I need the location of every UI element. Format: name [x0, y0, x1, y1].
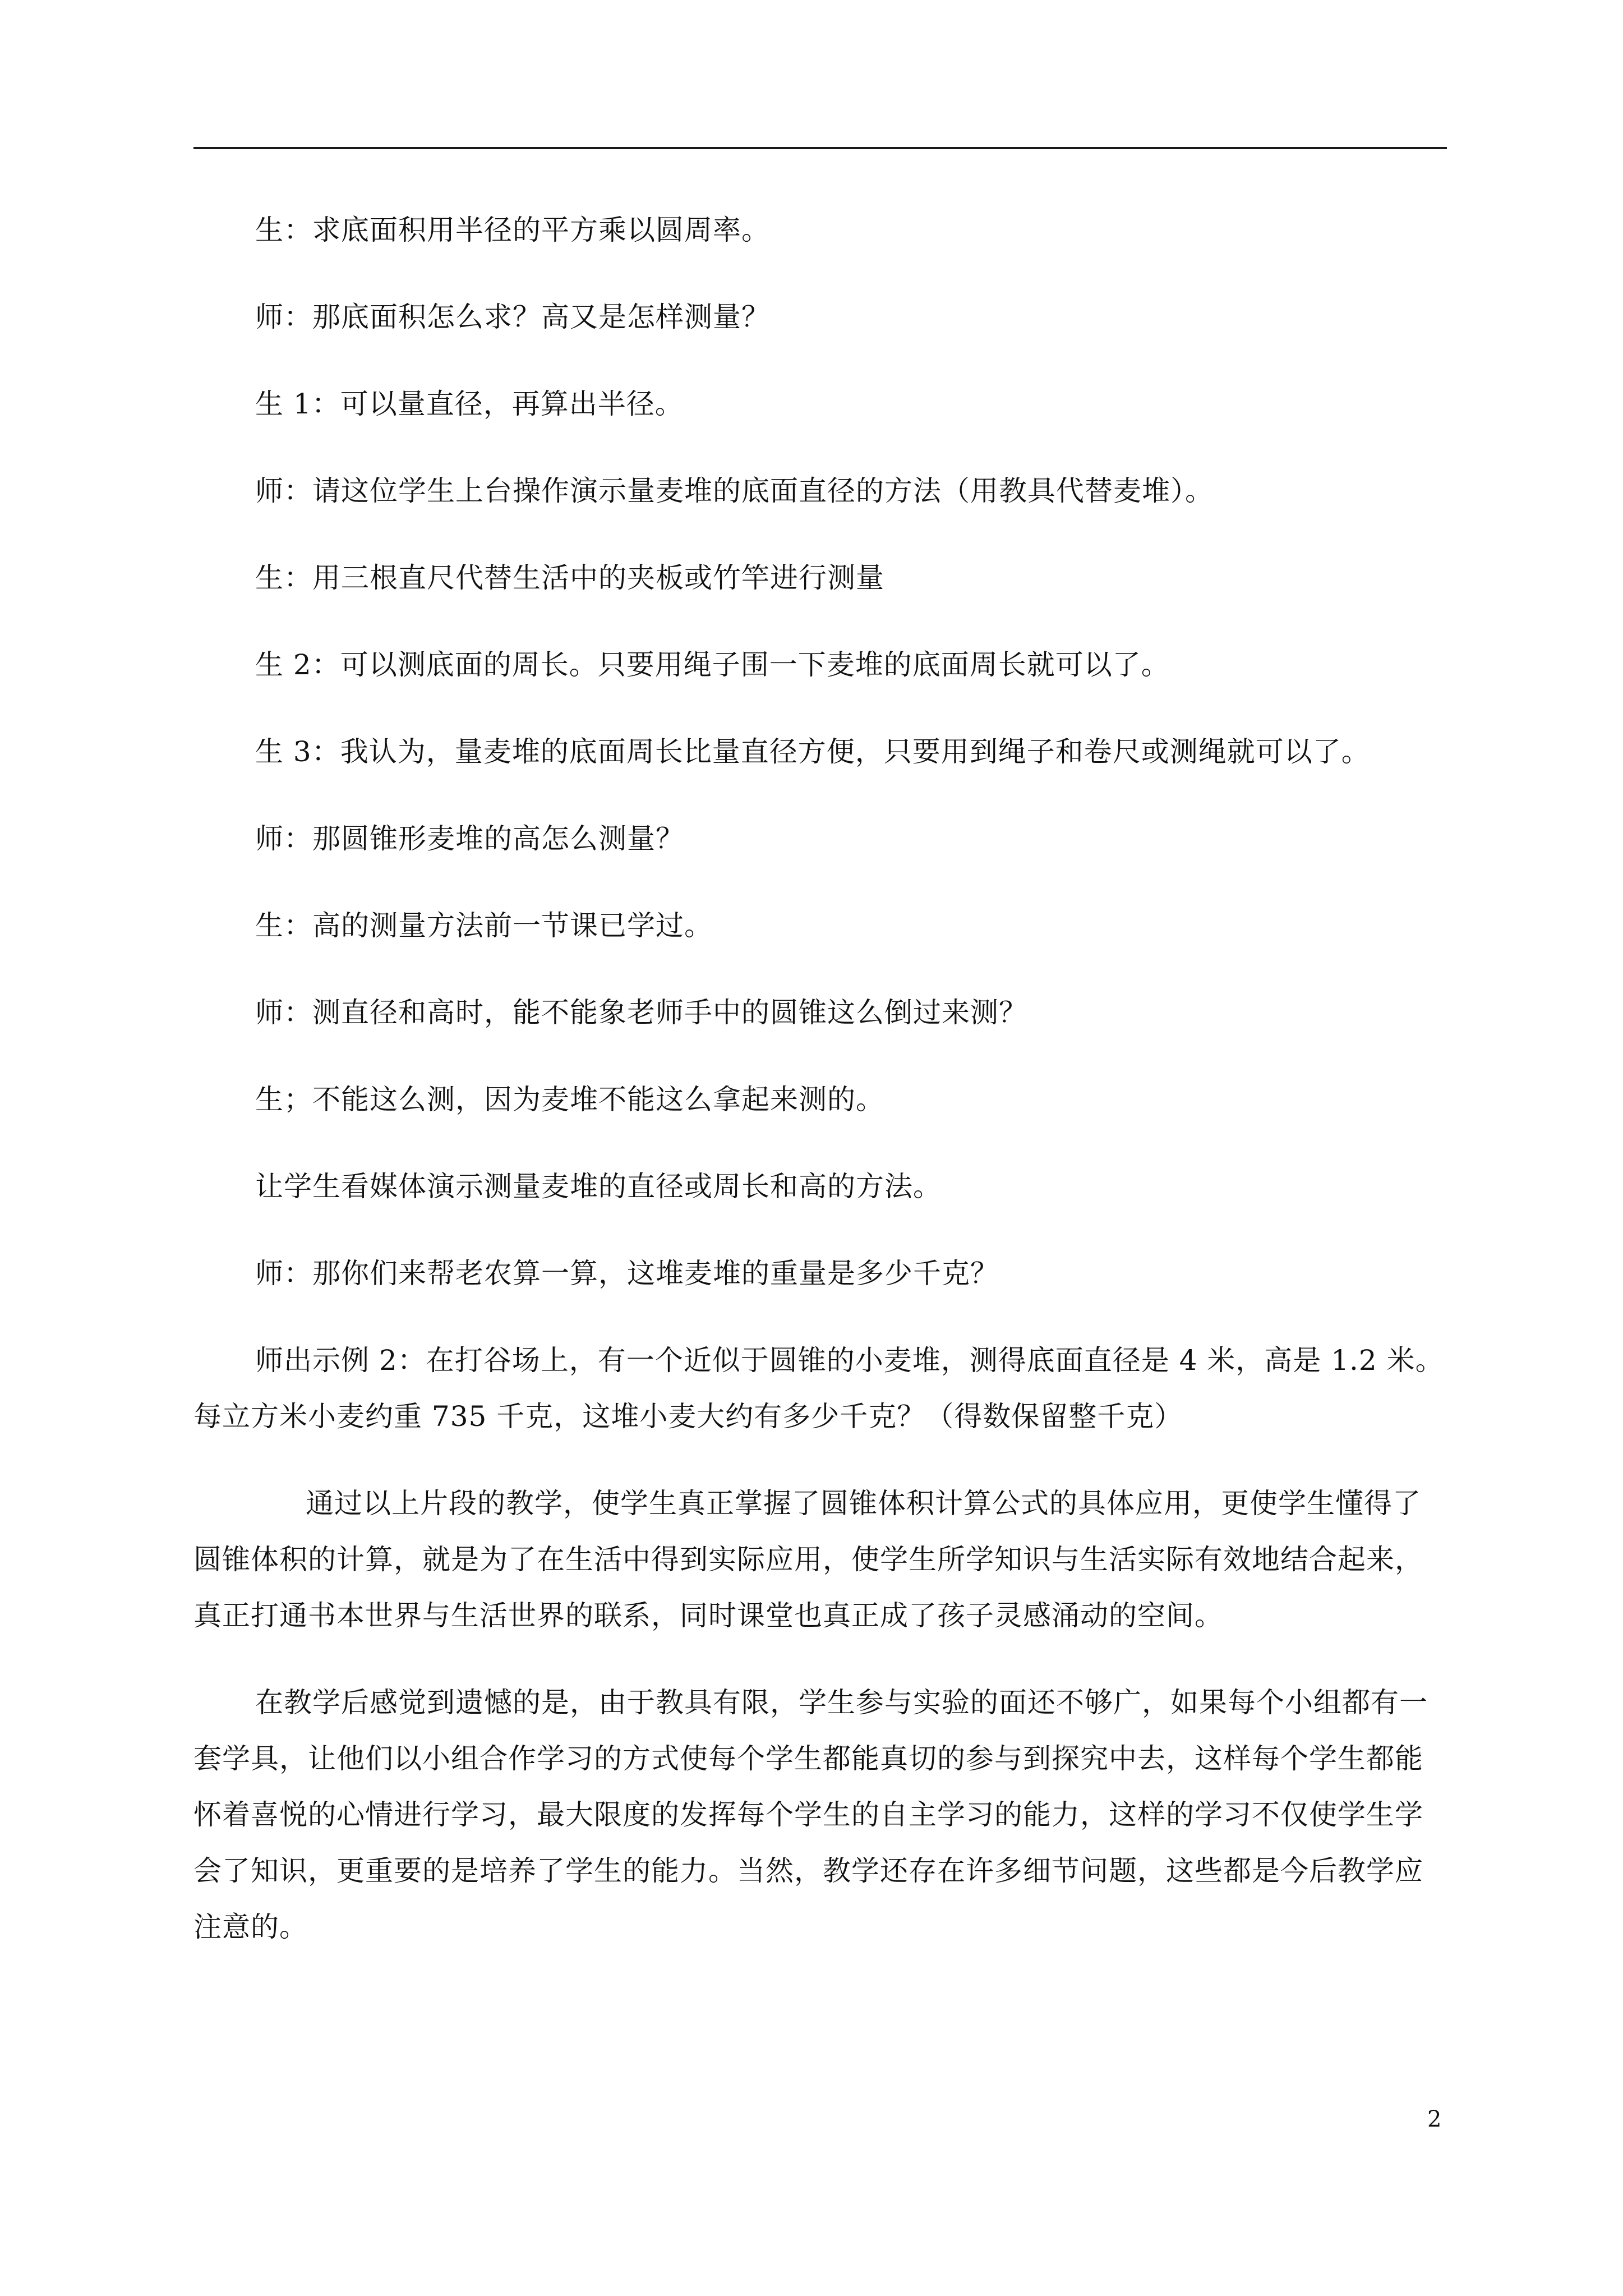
- example-problem: 师出示例 2：在打谷场上，有一个近似于圆锥的小麦堆，测得底面直径是 4 米，高是 1.2 米。每立方米小麦约重 735 千克，这堆小麦大约有多少千克？（得数保留整千克）: [193, 1344, 1444, 1433]
- dialogue-line: 师：那你们来帮老农算一算，这堆麦堆的重量是多少千克？: [255, 1257, 999, 1290]
- dialogue-line: 生：高的测量方法前一节课已学过。: [255, 909, 713, 942]
- document-body: [193, 202, 1447, 1986]
- dialogue-line: 师：那圆锥形麦堆的高怎么测量？: [255, 822, 684, 855]
- dialogue-line: 生 1：可以量直径，再算出半径。: [255, 388, 684, 420]
- header-rule: [193, 147, 1447, 149]
- dialogue-line: 生：求底面积用半径的平方乘以圆周率。: [255, 214, 770, 246]
- reflection-paragraph: 通过以上片段的教学，使学生真正掌握了圆锥体积计算公式的具体应用，更使学生懂得了圆锥体积的计算，就是为了在生活中得到实际应用，使学生所学知识与生活实际有效地结合起来，真正打通书本世界与生活世界的联系，同时课堂也真正成了孩子灵感涌动的空间。: [193, 1487, 1423, 1632]
- narration-line: 让学生看媒体演示测量麦堆的直径或周长和高的方法。: [255, 1170, 942, 1203]
- dialogue-line: 生：用三根直尺代替生活中的夹板或竹竿进行测量: [255, 562, 884, 594]
- reflection-paragraph: 在教学后感觉到遗憾的是，由于教具有限，学生参与实验的面还不够广，如果每个小组都有一套学具，让他们以小组合作学习的方式使每个学生都能真切的参与到探究中去，这样每个学生都能怀着喜悦的心情进行学习，最大限度的发挥每个学生的自主学习的能力，这样的学习不仅使学生学会了知识，更重要的是培养了学生的能力。当然，教学还存在许多细节问题，这些都是今后教学应注意的。: [193, 1686, 1428, 1943]
- dialogue-line: 师：测直径和高时，能不能象老师手中的圆锥这么倒过来测？: [255, 996, 1027, 1029]
- page-number: 2: [1427, 2106, 1442, 2132]
- dialogue-line: 生 3：我认为，量麦堆的底面周长比量直径方便，只要用到绳子和卷尺或测绳就可以了。: [255, 735, 1370, 768]
- dialogue-line: 生 2：可以测底面的周长。只要用绳子围一下麦堆的底面周长就可以了。: [255, 648, 1170, 681]
- dialogue-line: 师：那底面积怎么求？高又是怎样测量？: [255, 301, 770, 333]
- dialogue-line: 生；不能这么测，因为麦堆不能这么拿起来测的。: [255, 1083, 884, 1116]
- dialogue-line: 师：请这位学生上台操作演示量麦堆的底面直径的方法（用教具代替麦堆）。: [255, 475, 1214, 507]
